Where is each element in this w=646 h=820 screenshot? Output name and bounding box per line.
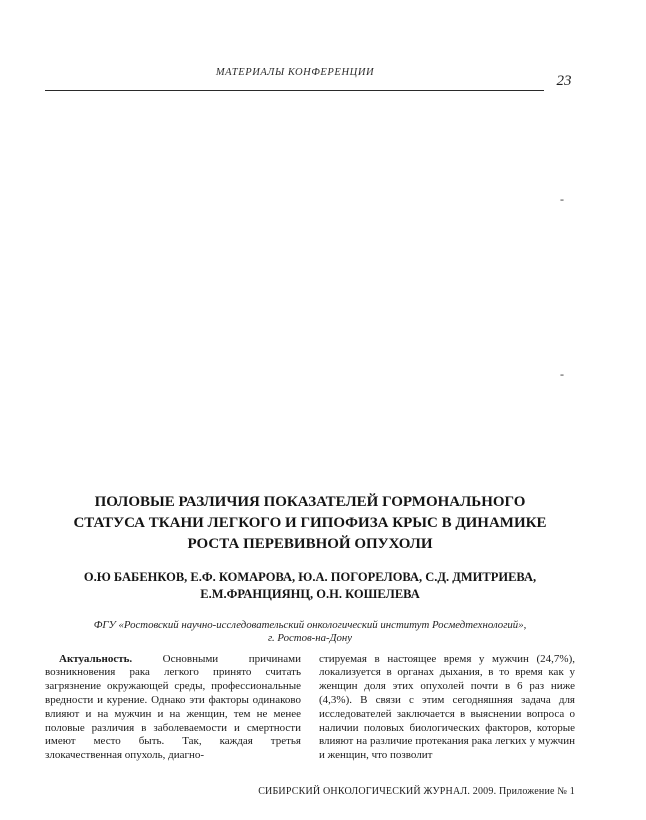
left-column-paragraph xyxy=(45,653,301,763)
body-columns xyxy=(45,653,575,763)
authors xyxy=(45,569,575,603)
left-column-text: Основными причинами возникновения рака легкого принято считать загрязнение окружающей среды, профессиональные вредности и курение. Однако эти факторы одинаково влияют и на мужчин и на женщин, тем не менее половые различия в заболеваемости и смертности имеют место быть. Так, каждая третья злокачественная опухоль, диагно- xyxy=(45,652,301,762)
lead-word: Актуальность. xyxy=(59,652,133,665)
article-title xyxy=(45,492,575,555)
affiliation-line-2: г. Ростов-на-Дону xyxy=(267,631,353,644)
article-title-line-3: РОСТА ПЕРЕВИВНОЙ ОПУХОЛИ xyxy=(187,536,433,552)
header-rule xyxy=(45,90,544,91)
journal-footer: СИБИРСКИЙ ОНКОЛОГИЧЕСКИЙ ЖУРНАЛ. 2009. Приложение № 1 xyxy=(258,786,575,797)
stray-dash-1: - xyxy=(560,192,564,206)
authors-line-1: О.Ю БАБЕНКОВ, Е.Ф. КОМАРОВА, Ю.А. ПОГОРЕЛОВА, С.Д. ДМИТРИЕВА, xyxy=(83,570,537,584)
authors-line-2: Е.М.ФРАНЦИЯНЦ, О.Н. КОШЕЛЕВА xyxy=(200,587,420,601)
right-column-paragraph: стируемая в настоящее время у мужчин (24,7%), локализуется в органах дыхания, в то время как у женщин доля этих опухолей почти в 6 раз ниже (4,3%). В связи с этим сегодняшняя задача для исследователей заключается в выяснении вопроса о наличии половых биологических факторов, которые влияют на различие протекания рака легких у мужчин и женщин, что позволит xyxy=(319,652,575,762)
page-number: 23 xyxy=(556,73,572,89)
left-column xyxy=(45,653,301,763)
stray-dash-2: - xyxy=(560,367,564,381)
article-title-line-2: СТАТУСА ТКАНИ ЛЕГКОГО И ГИПОФИЗА КРЫС В ДИНАМИКЕ xyxy=(73,515,547,531)
affiliation xyxy=(45,619,575,645)
right-column xyxy=(319,653,575,763)
running-head: МАТЕРИАЛЫ КОНФЕРЕНЦИИ xyxy=(215,67,375,78)
article xyxy=(45,492,575,763)
affiliation-line-1: ФГУ «Ростовский научно-исследовательский онкологический институт Росмедтехнологий», xyxy=(93,619,527,631)
article-title-line-1: ПОЛОВЫЕ РАЗЛИЧИЯ ПОКАЗАТЕЛЕЙ ГОРМОНАЛЬНОГО xyxy=(94,494,526,510)
